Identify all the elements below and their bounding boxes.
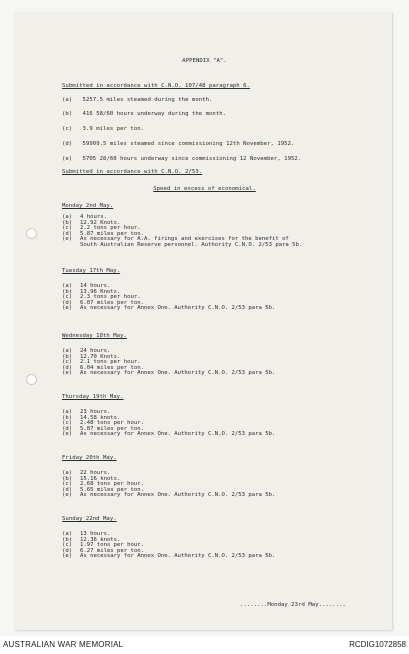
- day-date: Sunday 22nd May.: [62, 516, 117, 522]
- detail-key: (b): [62, 353, 73, 360]
- detail-line: [62, 554, 275, 560]
- detail-text: 2.3 tons per hour.: [80, 294, 141, 301]
- detail-key: (b): [62, 288, 73, 295]
- detail-text: 12.70 Knots.: [80, 353, 121, 360]
- detail-key: (b): [62, 219, 73, 226]
- detail-line: [62, 243, 302, 249]
- detail-text: 1.97 tons per hour.: [80, 542, 144, 549]
- detail-text: 6.27 miles per ton.: [80, 547, 144, 554]
- detail-text: 22 hours.: [80, 470, 111, 476]
- detail-text: 5.87 miles per ton.: [80, 425, 144, 432]
- detail-key: (b): [62, 536, 73, 543]
- day-date: Thursday 19th May.: [62, 394, 124, 400]
- item-e: [62, 156, 301, 163]
- detail-key: (e): [62, 492, 73, 499]
- closing-date: ........Monday 23rd May........: [240, 602, 346, 608]
- archive-id: RCDIG1072858: [349, 640, 406, 649]
- day-details: [62, 284, 275, 312]
- punch-hole: [26, 374, 37, 385]
- detail-key: (e): [62, 553, 73, 560]
- day-date: Friday 20th May.: [62, 455, 117, 461]
- detail-text: 14 hours.: [80, 283, 111, 289]
- detail-key: (a): [62, 470, 73, 476]
- item-text: 59909.5 miles steamed since commissioning 12th November, 1952.: [82, 141, 295, 147]
- detail-text: As necessary for A.A. firings and exercises for the benefit of: [80, 236, 289, 243]
- detail-text: 2.68 tons per hour.: [80, 481, 144, 488]
- detail-key: (d): [62, 425, 73, 432]
- detail-text: As necessary for Annex One. Authority C.N.O. 2/53 para 5b.: [80, 431, 276, 438]
- detail-text: 2.2 tons per hour.: [80, 225, 141, 232]
- detail-key: (d): [62, 299, 73, 306]
- item-key: (b): [62, 111, 73, 117]
- detail-key: (c): [62, 481, 73, 488]
- detail-text: As necessary for Annex One. Authority C.N.O. 2/53 para 5b.: [80, 370, 276, 377]
- item-a: [62, 97, 212, 104]
- detail-text: 5.87 miles per ton.: [80, 230, 144, 237]
- day-date: Monday 2nd May.: [62, 203, 114, 209]
- item-key: (c): [62, 126, 73, 132]
- detail-line: [62, 306, 275, 312]
- item-text: 3.9 miles per ton.: [82, 126, 145, 132]
- item-d: [62, 141, 294, 148]
- item-key: (e): [62, 156, 73, 162]
- detail-key: (c): [62, 359, 73, 366]
- detail-text: 15.16 knots.: [80, 475, 121, 482]
- detail-key: (c): [62, 294, 73, 301]
- item-c: [62, 126, 144, 133]
- detail-text: 5.65 miles per ton.: [80, 486, 144, 493]
- detail-key: (d): [62, 364, 73, 371]
- item-key: (a): [62, 97, 73, 103]
- detail-text: 12.92 Knots.: [80, 219, 121, 226]
- detail-key: (e): [62, 305, 73, 312]
- day-details: [62, 215, 302, 249]
- detail-key: (a): [62, 531, 73, 537]
- detail-key: (a): [62, 409, 73, 415]
- detail-key: (d): [62, 486, 73, 493]
- detail-text: 2.48 tons per hour.: [80, 420, 144, 427]
- section-2-title: Submitted in accordance with C.N.O. 2/53.: [62, 169, 203, 175]
- detail-text: As necessary for Annex One. Authority C.N.O. 2/53 para 5b.: [80, 492, 276, 499]
- detail-key: (e): [62, 370, 73, 377]
- section-1-title: Submitted in accordance with C.N.O. 107/48 paragraph 6.: [62, 83, 250, 89]
- detail-key: (c): [62, 225, 73, 232]
- detail-key: (d): [62, 230, 73, 237]
- day-date: Wednesday 18th May.: [62, 333, 127, 339]
- detail-key: (c): [62, 420, 73, 427]
- day-details: [62, 410, 275, 438]
- detail-text: 2.1 tons per hour.: [80, 359, 141, 366]
- detail-text: 24 hours.: [80, 348, 111, 354]
- archive-name: AUSTRALIAN WAR MEMORIAL: [3, 640, 124, 649]
- detail-line: [62, 493, 275, 499]
- detail-text: 6.04 miles per ton.: [80, 364, 144, 371]
- detail-text: South Australian Reserve personnel. Authority C.N.O. 2/53 para 5b.: [80, 241, 303, 248]
- section-2-subtitle: Speed in excess of economical.: [153, 186, 256, 192]
- detail-key: (c): [62, 542, 73, 549]
- detail-key: (b): [62, 475, 73, 482]
- day-date: Tuesday 17th May.: [62, 268, 121, 274]
- detail-text: 6.07 miles per ton.: [80, 299, 144, 306]
- detail-text: 14.58 knots.: [80, 414, 121, 421]
- detail-text: 13 hours.: [80, 531, 111, 537]
- detail-text: 12.36 knots.: [80, 536, 121, 543]
- detail-line: [62, 432, 275, 438]
- document-heading: APPENDIX "A".: [182, 58, 227, 64]
- punch-hole: [26, 228, 37, 239]
- item-text: 416 58/60 hours underway during the month.: [82, 111, 227, 117]
- detail-text: As necessary for Annex One. Authority C.N.O. 2/53 para 5b.: [80, 553, 276, 560]
- detail-key: (a): [62, 348, 73, 354]
- item-text: 5705 28/60 hours underway since commissioning 12 November, 1952.: [82, 156, 302, 162]
- item-b: [62, 111, 226, 118]
- detail-text: 4 hours.: [80, 214, 107, 220]
- detail-text: 13.96 Knots.: [80, 288, 121, 295]
- day-details: [62, 471, 275, 499]
- detail-text: 23 hours.: [80, 409, 111, 415]
- item-key: (d): [62, 141, 73, 147]
- detail-line: [62, 371, 275, 377]
- item-text: 5257.5 miles steamed during the month.: [82, 97, 213, 103]
- detail-key: (b): [62, 414, 73, 421]
- detail-key: (e): [62, 431, 73, 438]
- detail-key: (e): [62, 236, 73, 243]
- detail-key: (d): [62, 547, 73, 554]
- archive-footer: [0, 636, 409, 654]
- detail-text: As necessary for Annex One. Authority C.N.O. 2/53 para 5b.: [80, 305, 276, 312]
- detail-key: (a): [62, 214, 73, 220]
- day-details: [62, 532, 275, 560]
- detail-key: (a): [62, 283, 73, 289]
- day-details: [62, 349, 275, 377]
